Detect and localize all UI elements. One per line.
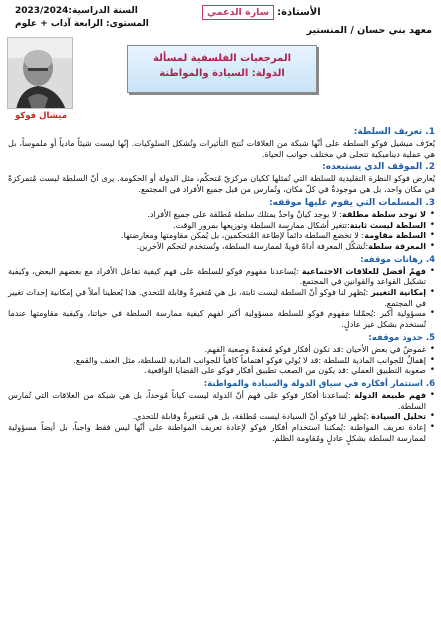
item-text: غموضٌ في بعض الأحيان :قد تكون أفكار فوكو مُعقدةً وصعبة الفهم.: [204, 343, 426, 354]
item-head: لا توجد سلطة مطلقة: [341, 208, 426, 219]
list-item: [8, 390, 435, 411]
item-head: السلطة ليست ثابتة: [349, 219, 426, 230]
list-item: [8, 355, 435, 366]
class-level: المستوى: الرابعة آداب + علوم: [15, 19, 149, 29]
item-head: إمكانية التغيير: [370, 287, 426, 298]
portrait-image: [8, 38, 73, 109]
teacher-row: [202, 5, 432, 20]
list-item: [8, 209, 435, 220]
portrait-caption: ميشال فوكو: [14, 111, 68, 121]
teacher-label: الأستاذة:: [277, 7, 321, 18]
section-2-text: يُعارض فوكو النظرة التقليدية للسلطة التي تُمثلها ككيان مركزيّ مُتحكّم، مثل الدولة أو الحكومة. يرى أنّ السلطة ليست مُتمركزةً في مكان واحد، بل هي موجودةٌ في كلّ مكان، وتُمارس من قبل جميع الأفراد في المجتمع.: [8, 173, 435, 195]
list-item: [8, 365, 435, 376]
item-head: المعرفة سلطة: [368, 240, 426, 251]
list-item: [8, 241, 435, 252]
section-6-title: 6. استثمار أفكاره في سياق الدولة والسيادة والمواطنة:: [203, 378, 435, 389]
institute-name: معهد بني حسان / المنستير: [306, 25, 432, 36]
list-item: [8, 308, 435, 329]
school-year: السنة الدراسية:2023/2024: [15, 6, 138, 16]
lesson-body: [8, 124, 435, 443]
lesson-subtitle: الدولة: السيادة والمواطنة: [159, 68, 285, 79]
item-text: : لا تخضع السلطة دائماً لإطاعة المُتحكمين، بل يُمكن مقاومتها ومعارضتها.: [121, 230, 365, 241]
item-text: :يُظهر لنا فوكو أنّ السلطة ليست ثابتة، بل هي مُتغيرةٌ وقابلة للتحدي. هذا يُعطينا أملاً في إمكانية إحداث تغيير في المجتمع.: [8, 287, 426, 308]
worksheet-header: [5, 3, 436, 121]
list-item: [8, 422, 435, 443]
lesson-title: المرجعيات الفلسفية لمسألة: [153, 53, 291, 64]
item-text: :تُشكّل المعرفة أداةً قويةً لممارسة السلطة، وتُستخدم لتحكم الآخرين.: [136, 240, 369, 251]
list-item: [8, 411, 435, 422]
item-head: فهم طبيعة الدولة: [354, 389, 426, 400]
item-head: فهمٌ أفضل للعلاقات الاجتماعية: [301, 265, 426, 276]
section-4-title: 4. رهانات موقفه:: [360, 254, 435, 265]
lesson-title-box: [127, 45, 317, 93]
teacher-name: سارة الدعمي: [202, 5, 274, 20]
item-head: تحليل السيادة: [371, 411, 426, 422]
list-item: [8, 344, 435, 355]
item-text: مسؤولية أكبر :يُحمّلنا مفهوم فوكو للسلطة مسؤولية أكبر لفهم كيفية ممارسة السلطة في حياتنا، وكيفية مقاومتها عندما تُستخدم بشكل غير عادلٍ.: [8, 308, 426, 330]
list-item: [8, 287, 435, 308]
list-item: [8, 220, 435, 231]
item-text: :يُساعدنا مفهوم فوكو للسلطة على فهم كيفية تفاعل الأفراد مع بعضهم البعض، وكيفية تشكيل القواعد والقوانين في المجتمع.: [8, 265, 426, 287]
item-head: السلطة مقاومة: [364, 230, 426, 241]
item-text: صعوبة التطبيق العملي :قد يكون من الصعب تطبيق أفكار فوكو على القضايا الواقعية.: [144, 365, 426, 376]
item-text: إعادة تعريف المواطنة :يُمكننا استخدام أفكار فوكو لإعادة تعريف المواطنة على أنّها ليس فقط واجباً، بل أيضاً مسؤولية لممارسة السلطة بشكلٍ عادلٍ ومُقاومة الظلم.: [8, 422, 426, 443]
list-item: [8, 266, 435, 287]
section-2-title: 2. الموقف الذي يستبعده:: [322, 162, 435, 173]
section-3-title: 3. المسلمات التي يقوم عليها موقفه:: [269, 197, 435, 208]
section-1-title: 1. تعريف السلطة:: [353, 127, 435, 137]
item-text: :تتغير أشكال ممارسة السلطة وتوزيعها بمرور الوقت.: [173, 219, 350, 230]
item-text: :يُظهر لنا فوكو أنّ السيادة ليست مُطلقة، بل هي مُتغيرةٌ وقابلة للتحدي.: [132, 411, 372, 422]
foucault-portrait: [7, 37, 73, 109]
item-text: : لا يوجد كيانٌ واحدٌ يمتلك سلطة مُطلقة على جميع الأفراد.: [147, 208, 342, 219]
section-1-text: يُعرّف ميشيل فوكو السلطة على أنّها شبكة من العلاقات تُنتج التأثيرات وتُشكل السلوكيات. إنّها ليست شيئاً مادياً أو ملموساً، بل هي عملية ديناميكية تتجلى في مختلف جوانب الحياة.: [8, 138, 435, 159]
item-text: إهمالٌ للجوانب المادية للسلطة :قد لا يُولي فوكو اهتماماً كافياً للجوانب المادية للسلطة، مثل العنف والقمع.: [73, 354, 426, 365]
section-5-title: 5. حدود موقفه:: [368, 332, 435, 343]
item-text: :يُساعدنا أفكار فوكو على فهم أنّ الدولة ليست كياناً مُوحداً، بل هي شبكة من العلاقات التي تُمارس السلطة.: [8, 389, 426, 411]
list-item: [8, 230, 435, 241]
